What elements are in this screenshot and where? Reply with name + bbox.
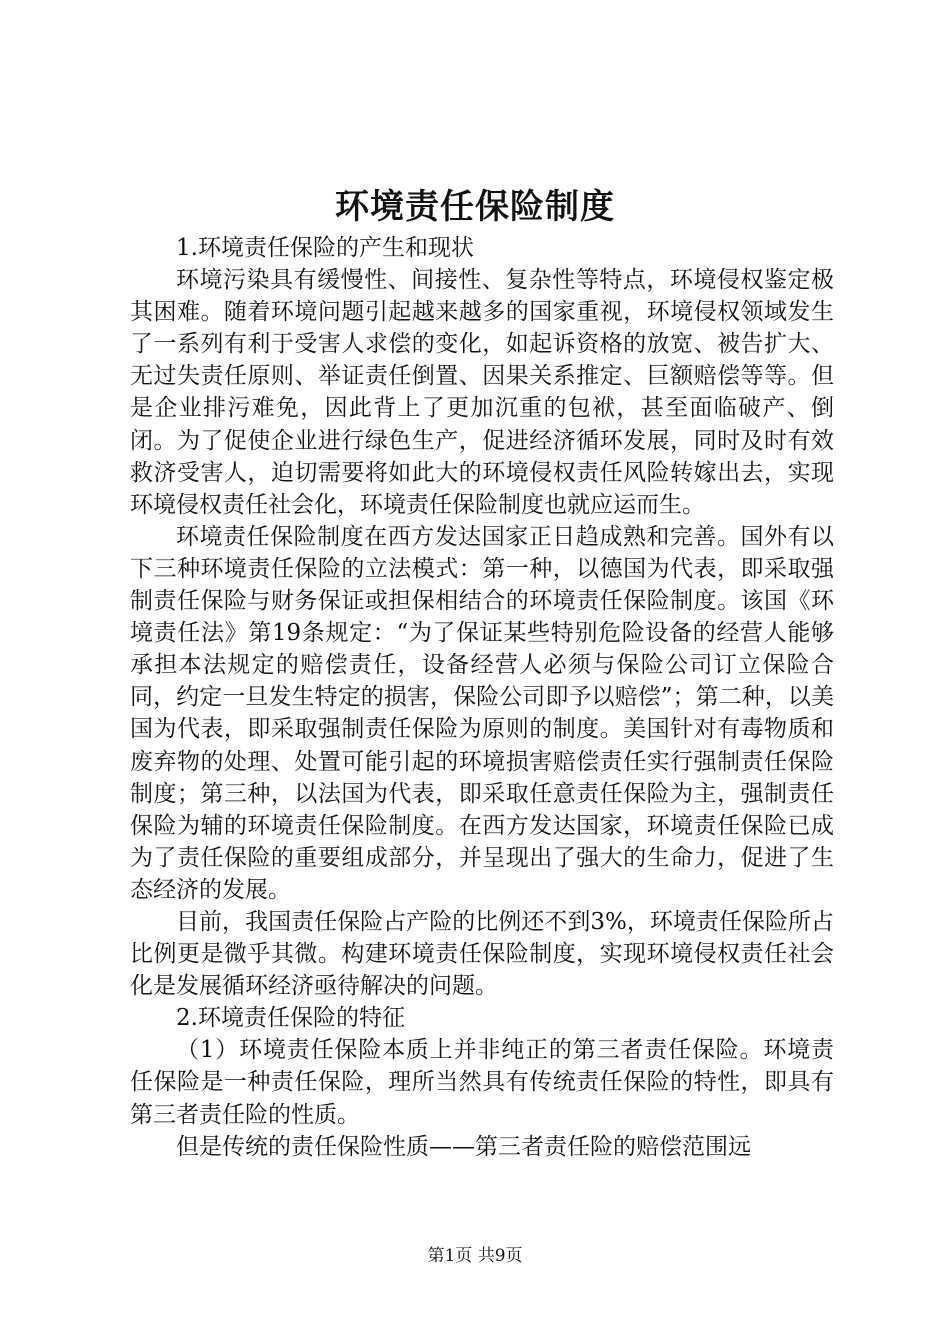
section-heading: 2.环境责任保险的特征 bbox=[176, 1005, 405, 1032]
document-body bbox=[130, 232, 834, 1163]
document-title: 环境责任保险制度 bbox=[335, 187, 615, 227]
body-paragraph: 环境责任保险制度在西方发达国家正日趋成熟和完善。国外有以下三种环境责任保险的立法模式：第一种，以德国为代表，即采取强制责任保险与财务保证或担保相结合的环境责任保险制度。该国《环境责任法》第19条规定：“为了保证某些特别危险设备的经营人能够承担本法规定的赔偿责任，设备经营人必须与保险公司订立保险合同，约定一旦发生特定的损害，保险公司即予以赔偿”；第二种，以美国为代表，即采取强制责任保险为原则的制度。美国针对有毒物质和废弃物的处理、处置可能引起的环境损害赔偿责任实行强制责任保险制度；第三种，以法国为代表，即采取任意责任保险为主，强制责任保险为辅的环境责任保险制度。在西方发达国家，环境责任保险已成为了责任保险的重要组成部分，并呈现出了强大的生命力，促进了生态经济的发展。 bbox=[130, 523, 834, 903]
body-paragraph: 但是传统的责任保险性质——第三者责任险的赔偿范围远 bbox=[176, 1133, 751, 1160]
body-paragraph: 目前，我国责任保险占产险的比例还不到3%，环境责任保险所占比例更是微乎其微。构建环境责任保险制度，实现环境侵权责任社会化是发展循环经济亟待解决的问题。 bbox=[130, 908, 834, 1000]
page-number-footer: 第1页 共9页 bbox=[427, 1246, 523, 1266]
body-paragraph: 环境污染具有缓慢性、间接性、复杂性等特点，环境侵权鉴定极其困难。随着环境问题引起越来越多的国家重视，环境侵权领域发生了一系列有利于受害人求偿的变化，如起诉资格的放宽、被告扩大、无过失责任原则、举证责任倒置、因果关系推定、巨额赔偿等等。但是企业排污难免，因此背上了更加沉重的包袱，甚至面临破产、倒闭。为了促使企业进行绿色生产，促进经济循环发展，同时及时有效救济受害人，迫切需要将如此大的环境侵权责任风险转嫁出去，实现环境侵权责任社会化，环境责任保险制度也就应运而生。 bbox=[130, 267, 834, 518]
section-heading: 1.环境责任保险的产生和现状 bbox=[176, 235, 474, 261]
body-paragraph: （1）环境责任保险本质上并非纯正的第三者责任保险。环境责任保险是一种责任保险，理所当然具有传统责任保险的特性，即具有第三者责任险的性质。 bbox=[130, 1037, 834, 1128]
